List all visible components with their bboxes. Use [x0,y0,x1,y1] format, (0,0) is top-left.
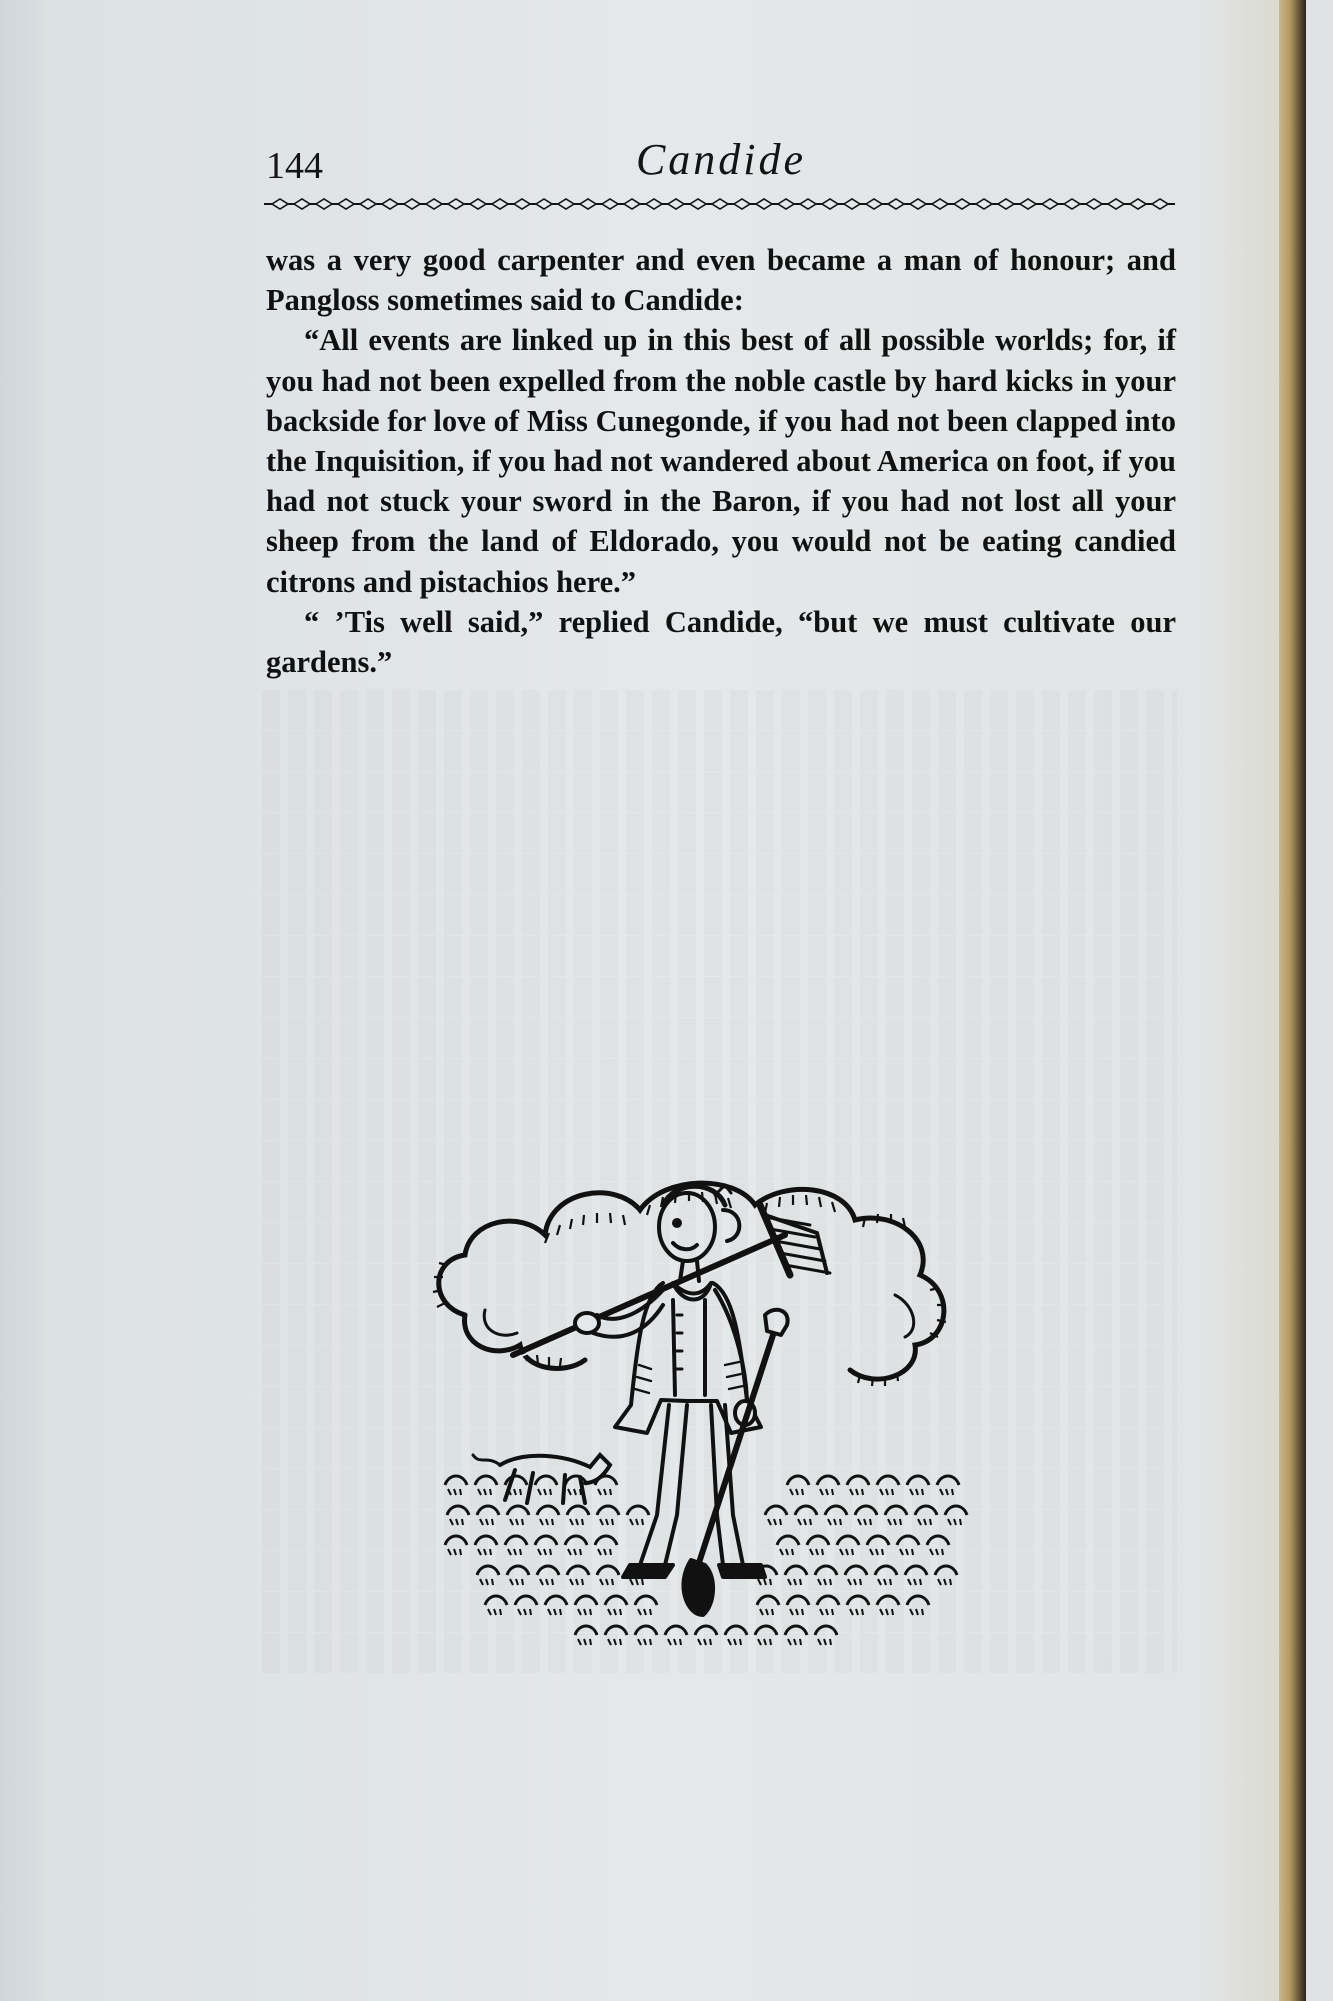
running-title: Candide [635,135,807,184]
page-number: 144 [266,145,323,187]
paragraph: was a very good carpenter and even became a man of honour; and Pangloss sometimes said to Candide: [266,243,1176,318]
paragraph: “All events are linked up in this best of all possible worlds; for, if you had not been expelled from the noble castle by hard kicks in your backside for love of Miss Cunegonde, if you had not been clapped into the Inquisition, if you had not wandered about America on foot, if you had not stuck your sword in the Baron, if you had not lost all your sheep from the land of Eldorado, you would not be eating candied citrons and pistachios here.” [266,323,1176,599]
page-edge [1279,0,1306,2001]
body-text [266,240,1176,682]
candide-gardener-illustration [425,1165,985,1675]
ornamental-rule [262,196,1177,212]
page-header [266,130,1176,190]
paragraph: “ ’Tis well said,” replied Candide, “but we must cultivate our gardens.” [266,604,1176,680]
